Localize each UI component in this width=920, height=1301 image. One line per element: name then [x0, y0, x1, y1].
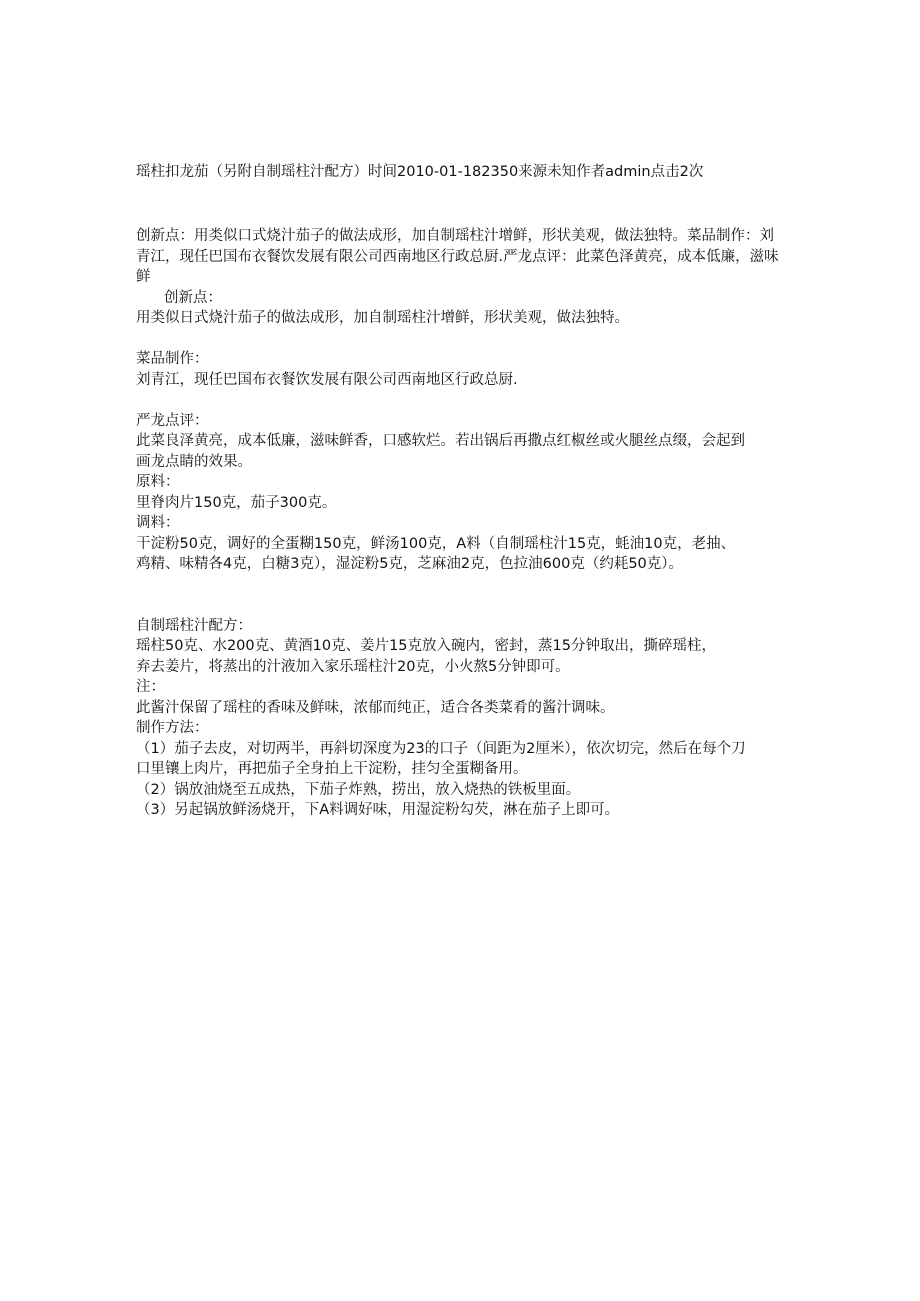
- summary-paragraph: 创新点：用类似口式烧汁茄子的做法成形，加自制瑶柱汁增鲜，形状美观，做法独特。菜品制作：刘青江，现任巴国布衣餐饮发展有限公司西南地区行政总厨.严龙点评：此菜色泽黄亮，成本低廉，滋味鲜: [136, 228, 779, 285]
- ingredients-text: 里脊肉片150克，茄子300克。: [136, 494, 337, 511]
- innovation-heading: 创新点：: [164, 289, 222, 306]
- note-heading: 注：: [136, 679, 165, 695]
- seasoning-heading: 调料：: [136, 515, 180, 531]
- method-line: （1）茄子去皮，对切两半，再斜切深度为23的口子（间距为2厘米），依次切完，然后在每个刀: [136, 740, 746, 757]
- method-steps: [136, 739, 786, 821]
- method-line: （3）另起锅放鲜汤烧开，下A料调好味，用湿淀粉勾芡，淋在茄子上即可。: [136, 802, 620, 818]
- article-title: 瑶柱扣龙茄（另附自制瑶柱汁配方）时间2010-01-182350来源未知作者admin点击2次: [136, 164, 704, 180]
- seasoning-line: 干淀粉50克，调好的全蛋糊150克，鲜汤100克，A料（自制瑶柱汁15克，蚝油10克，老抽、: [136, 535, 736, 552]
- seasoning-line: 鸡精、味精各4克，白糖3克），湿淀粉5克，芝麻油2克，色拉油600克（约耗50克）。: [136, 556, 684, 572]
- review-line: 画龙点睛的效果。: [136, 453, 252, 470]
- review-heading: 严龙点评：: [136, 412, 209, 429]
- spacer: [136, 329, 786, 350]
- sauce-line: 弃去姜片，将蒸出的汁液加入家乐瑶柱汁20克，小火熬5分钟即可。: [136, 658, 570, 675]
- note-text: 此酱汁保留了瑶柱的香味及鲜味，浓郁而纯正，适合各类菜肴的酱汁调味。: [136, 699, 615, 716]
- sauce-heading: 自制瑶柱汁配方：: [136, 617, 252, 634]
- article-body: [136, 226, 786, 821]
- spacer: [136, 575, 786, 616]
- seasoning-text: [136, 534, 786, 575]
- review-line: 此菜良泽黄亮，成本低廉，滋味鲜香，口感软烂。若出锅后再撒点红椒丝或火腿丝点缀，会起到: [136, 433, 745, 449]
- method-heading: 制作方法：: [136, 720, 209, 736]
- method-line: 口里镶上肉片，再把茄子全身拍上干淀粉，挂匀全蛋糊备用。: [136, 761, 528, 777]
- innovation-text: 用类似日式烧汁茄子的做法成形，加自制瑶柱汁增鲜，形状美观，做法独特。: [136, 310, 629, 326]
- ingredients-heading: 原料：: [136, 474, 180, 490]
- review-text: [136, 431, 786, 472]
- method-line: （2）锅放油烧至五成热，下茄子炸熟，捞出，放入烧热的铁板里面。: [136, 781, 581, 798]
- chef-heading: 菜品制作：: [136, 351, 209, 367]
- chef-text: 刘青江，现任巴国布衣餐饮发展有限公司西南地区行政总厨.: [136, 371, 518, 388]
- sauce-text: [136, 636, 786, 677]
- sauce-line: 瑶柱50克、水200克、黄酒10克、姜片15克放入碗内，密封，蒸15分钟取出，撕碎瑶柱，: [136, 638, 716, 654]
- spacer: [136, 390, 786, 411]
